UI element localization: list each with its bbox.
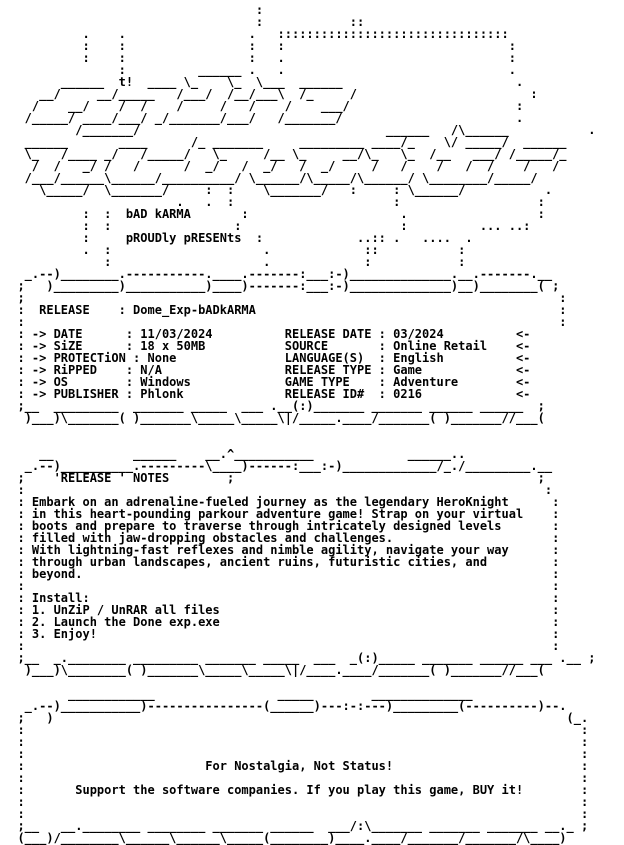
- nfo-line: ; :: [3, 291, 567, 305]
- nfo-line: / / _/ / / / _/ / _/ / _/ / / / / / / /: [3, 159, 560, 173]
- nfo-line: _.--)________.-----------.____.-------:___:-)______________.__.-------.__: [3, 267, 553, 281]
- nfo-line: . . . ::::::::::::::::::::::::::::::::: [3, 27, 509, 41]
- nfo-line: ;__ _.________ _________ _______ _____ ___ _(:)_____ _______ ______ ___ .__ ;: [3, 651, 596, 665]
- nfo-line: \_ /____ _/ /_____/ \_ /__ \_ __/\_ \_ /__ ___/ /_____/_: [3, 147, 567, 161]
- nfo-line: \_____/ \_______/ : : \_______/ : : \______/ .: [3, 183, 553, 197]
- nfo-line: : -> PUBLISHER : Phlonk RELEASE ID# : 0216 <-: [3, 387, 531, 401]
- nfo-line: /_______/ ______ /\______ .: [3, 123, 596, 137]
- nfo-line: : ______ . . .: [3, 63, 516, 77]
- nfo-line: ;__ _________ _______ _____ ___ .__(:)_______ _______ ______ ______ ;: [3, 399, 545, 413]
- nfo-line: : -> DATE : 11/03/2024 RELEASE DATE : 03/2024 <-: [3, 327, 531, 341]
- nfo-line: : : : : ... ..:: [3, 219, 531, 233]
- nfo-line: _.--)__________.---------\____)------:___:-)_____________/_./_________.__: [3, 459, 553, 473]
- nfo-line: : -> RiPPED : N/A RELEASE TYPE : Game <-: [3, 363, 531, 377]
- nfo-line: : in this heart-pounding parkour adventure game! Strap on your virtual :: [3, 507, 560, 521]
- nfo-line: : :: [3, 639, 560, 653]
- nfo-line: ; )_________)___________)____)-------:___:-)______________)__)________( ;: [3, 279, 560, 293]
- nfo-line: : pROUDly pRESENts : ..:: . .... .: [3, 231, 473, 245]
- nfo-line: : :: [3, 747, 589, 761]
- nfo-line: : :: [3, 723, 589, 737]
- nfo-line: ; ) (_.: [3, 711, 589, 725]
- nfo-line: : 3. Enjoy! :: [3, 627, 560, 641]
- nfo-line: ______ ____ /_ _______ _________ ____/_ \/ _____/ ______: [3, 135, 567, 149]
- nfo-line: : :: [3, 771, 589, 785]
- nfo-line: : boots and prepare to traverse through intricately designed levels :: [3, 519, 560, 533]
- nfo-line: : 1. UnZiP / UnRAR all files :: [3, 603, 560, 617]
- nfo-text-viewer: [3, 4, 595, 844]
- nfo-line: : Support the software companies. If you play this game, BUY it! :: [3, 783, 589, 797]
- nfo-line: : :: [3, 795, 589, 809]
- nfo-line: ;__ __.________ ________ _______ ______ ___/:\_______ _______ _______ __._ ;: [3, 819, 589, 833]
- nfo-line: : Install: :: [3, 591, 560, 605]
- nfo-line: : :: [3, 315, 567, 329]
- nfo-line: : With lightning-fast reflexes and nimble agility, navigate your way :: [3, 543, 560, 557]
- nfo-line: : -> PROTECTiON : None LANGUAGE(S) : English <-: [3, 351, 531, 365]
- nfo-line: : beyond. :: [3, 567, 560, 581]
- nfo-line: ; 'RELEASE ' NOTES ; ;: [3, 471, 545, 485]
- nfo-line: /___/______\______/__________/ \______/\_____/\______/ \________/_____/: [3, 171, 538, 185]
- nfo-line: : -> OS : Windows GAME TYPE : Adventure <-: [3, 375, 531, 389]
- nfo-line: : : : : :: [3, 39, 516, 53]
- nfo-line: __/ __/_____ /___/ /__/___\ /_ / :: [3, 87, 538, 101]
- nfo-line: /_____/ ____/___/ _/_______/___/ /_______/ .: [3, 111, 524, 125]
- nfo-line: : RELEASE : Dome_Exp-bADkARMA :: [3, 303, 567, 317]
- nfo-line: : : bAD kARMA : . :: [3, 207, 545, 221]
- nfo-line: __ ______ __.^___________ ______..: [3, 447, 466, 461]
- nfo-line: : : : . :: [3, 51, 516, 65]
- nfo-line: ____________ _____ ______________: [3, 687, 473, 701]
- nfo-line: : ::: [3, 15, 365, 29]
- nfo-line: _.--)___________)----------------(______)---:-:---)_________(----------)--.: [3, 699, 567, 713]
- nfo-line: [3, 424, 595, 436]
- nfo-line: : -> SiZE : 18 x 50MB SOURCE : Online Retail <-: [3, 339, 531, 353]
- nfo-line: . : . :: :: [3, 243, 466, 257]
- nfo-line: : Embark on an adrenaline-fueled journey as the legendary HeroKnight :: [3, 495, 560, 509]
- nfo-line: . . : : :: [3, 195, 545, 209]
- nfo-line: : :: [3, 735, 589, 749]
- nfo-line: : through urban landscapes, ancient ruins, futuristic cities, and :: [3, 555, 560, 569]
- nfo-line: ______ t! ____ \_ \_ \___ ______ .: [3, 75, 524, 89]
- nfo-line: )___)\________( )_______\_____\_____\|/____.____/_______( )_______//___(: [3, 663, 545, 677]
- nfo-line: : filled with jaw-dropping obstacles and challenges. :: [3, 531, 560, 545]
- nfo-line: : . : :: [3, 255, 466, 269]
- nfo-line: )___)\_______( )_______\_____\_____\|/_____.____/_______( )_______//___(: [3, 411, 545, 425]
- nfo-line: : For Nostalgia, Not Status! :: [3, 759, 589, 773]
- nfo-line: (___)/________\______\______\_____(________)____.____/_______/_______/\____): [3, 831, 567, 845]
- nfo-line: : :: [3, 483, 553, 497]
- nfo-line: : 2. Launch the Done exp.exe :: [3, 615, 560, 629]
- nfo-line: :: [3, 3, 264, 17]
- nfo-line: : :: [3, 807, 589, 821]
- nfo-line: : :: [3, 579, 560, 593]
- nfo-line: / __/ / / / / / / ___/ :: [3, 99, 524, 113]
